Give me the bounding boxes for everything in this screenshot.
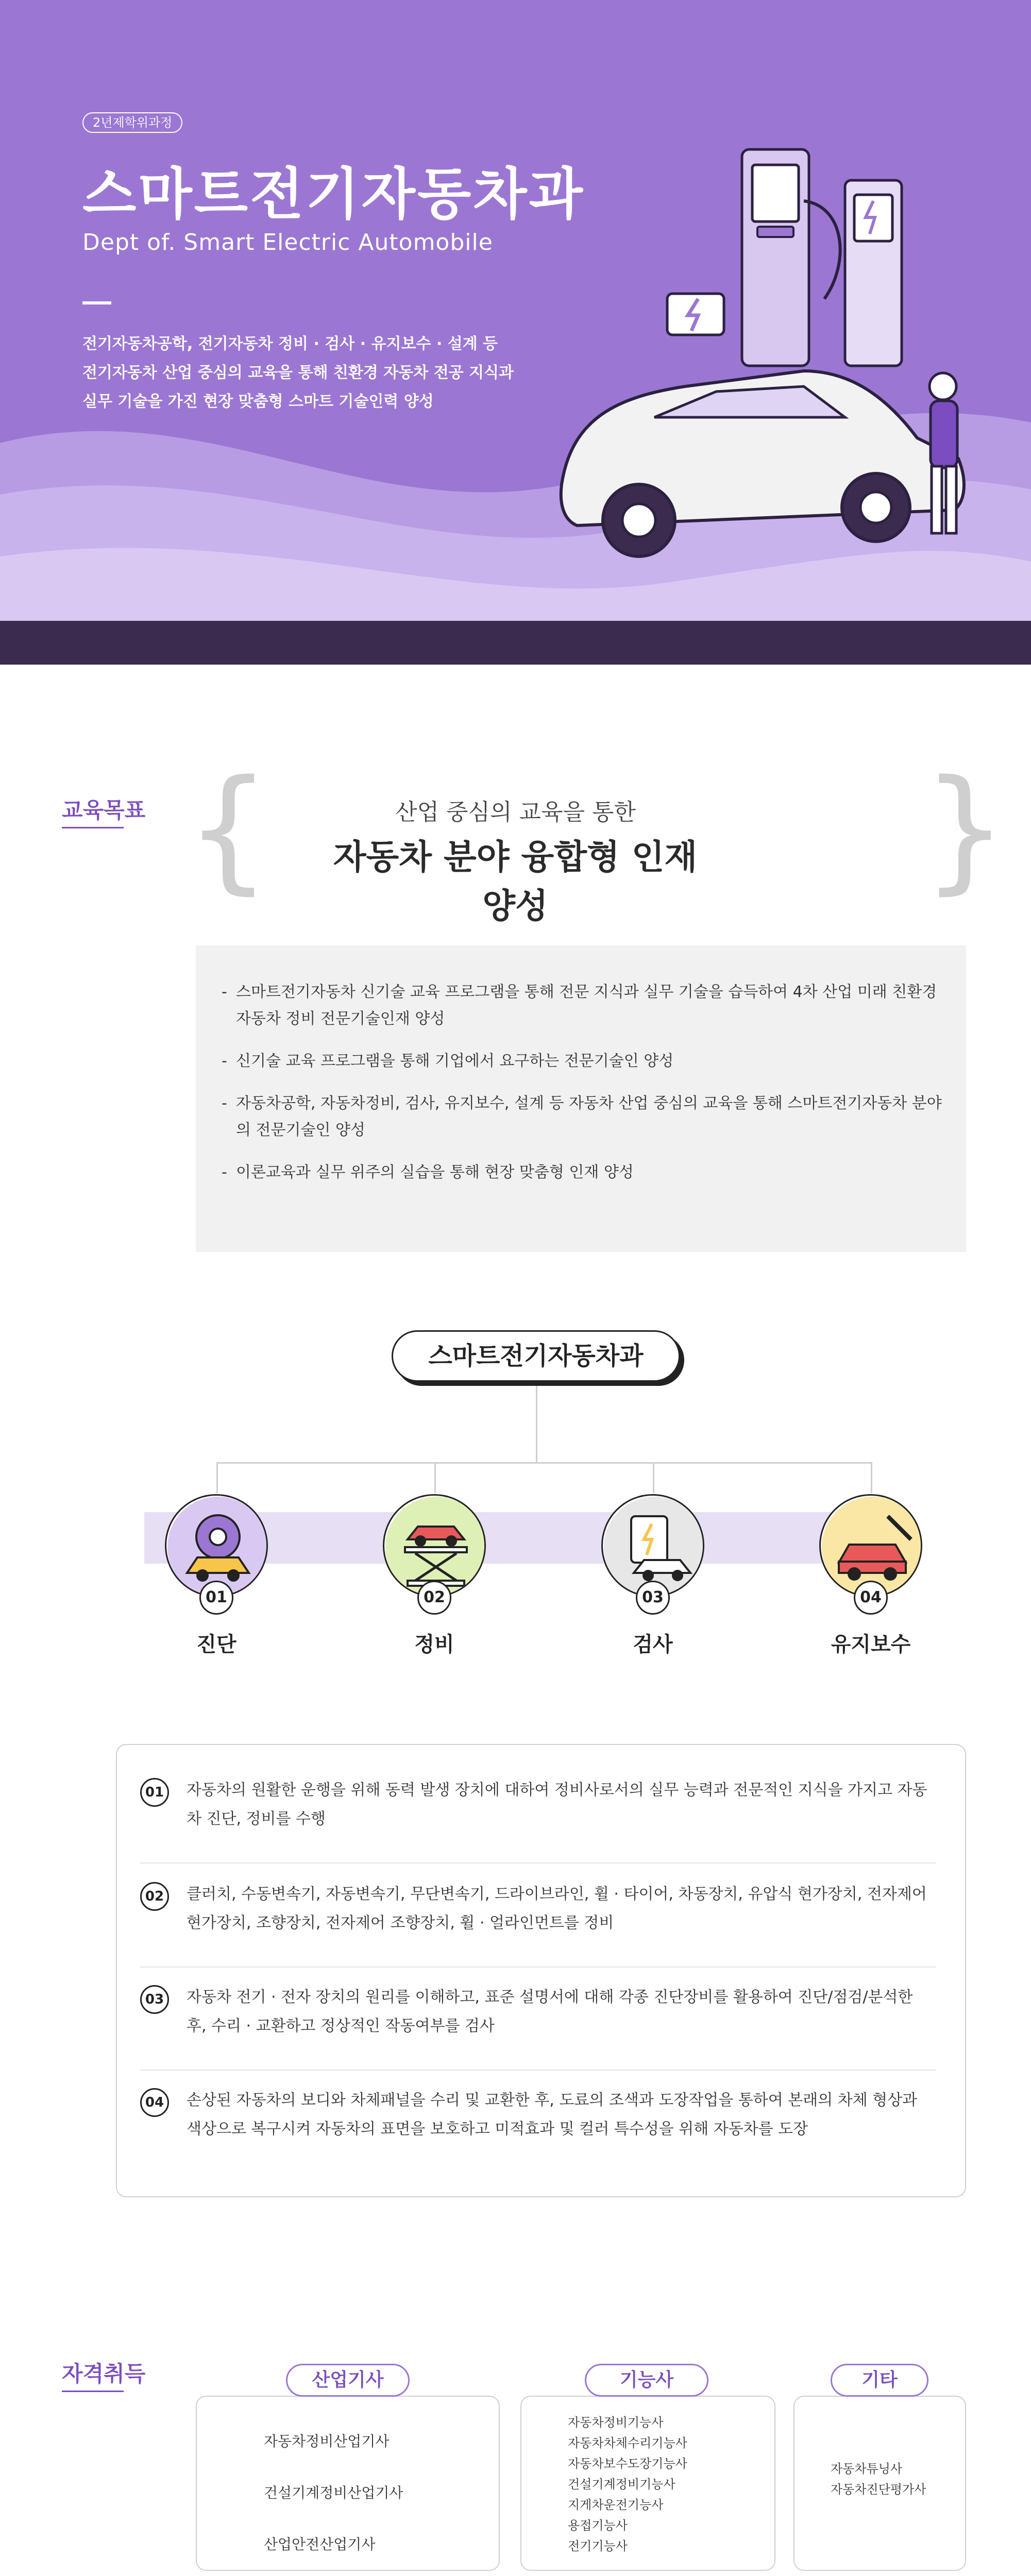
cert-tag: 기타 (831, 2364, 928, 2397)
cert-tag: 산업기사 (286, 2364, 410, 2397)
description-text: 자동차 전기 · 전자 장치의 원리를 이해하고, 표준 설명서에 대해 각종 진단장비를 활용하여 진단/점검/분석한 후, 수리 · 교환하고 정상적인 작동여부를 검사 (187, 1988, 913, 2035)
cert-item: 자동차정비기능사 (568, 2415, 664, 2430)
section-label-goal: 교육목표 (62, 793, 145, 824)
cert-item: 자동차튜닝사 (831, 2462, 903, 2476)
cert-group-box (196, 2396, 500, 2571)
description-text: 클러치, 수동변속기, 자동변속기, 무단변속기, 드라이브라인, 휠 · 타이어, 차동장치, 유압식 현가장치, 전자제어 현가장치, 조향장치, 전자제어 조향장치, 휠 · 얼라인먼트를 정비 (187, 1885, 927, 1932)
page-subtitle: Dept of. Smart Electric Automobile (82, 229, 493, 256)
cert-group-box (520, 2396, 775, 2571)
hero-description (82, 330, 546, 416)
description-item (140, 1983, 936, 2071)
department-name-pill: 스마트전기자동차과 (392, 1330, 680, 1382)
goal-title-text: 자동차 분야 융합형 인재 양성 (333, 837, 698, 926)
hero-desc-line: 실무 기술을 가진 현장 맞춤형 스마트 기술인력 양성 (82, 393, 434, 411)
cert-item: 지게차운전기능사 (568, 2498, 664, 2512)
cert-tag: 기능사 (585, 2364, 708, 2397)
cert-list (831, 2459, 954, 2500)
goal-item: - 스마트전기자동차 신기술 교육 프로그램을 통해 전문 지식과 실무 기술을 습득하여 4차 산업 미래 친환경 자동차 정비 전문기술인재 양성 (216, 979, 945, 1032)
category-label: 검사 (633, 1633, 673, 1656)
description-item (140, 1880, 936, 1968)
hero-desc-line: 전기자동차 산업 중심의 교육을 통해 친환경 자동차 전공 지식과 (82, 364, 514, 382)
section-label-certs: 자격취득 (62, 2357, 145, 2388)
goal-item: - 신기술 교육 프로그램을 통해 기업에서 요구하는 전문기술인 양성 (216, 1048, 945, 1075)
title-divider (82, 301, 111, 304)
description-text: 자동차의 원활한 운행을 위해 동력 발생 장치에 대하여 정비사로서의 실무 능력과 전문적인 지식을 가지고 자동차 진단, 정비를 수행 (187, 1781, 927, 1828)
category-label: 유지보수 (831, 1633, 911, 1656)
description-text: 손상된 자동차의 보디와 차체패널을 수리 및 교환한 후, 도료의 조색과 도장작업을 통하여 본래의 차체 형상과 색상으로 복구시켜 자동차의 표면을 보호하고 미적효과 및 컬러 특수성을 위해 자동차를 도장 (187, 2091, 918, 2138)
description-number: 04 (140, 2088, 169, 2117)
category-description-box (116, 1744, 966, 2197)
hero-banner (0, 0, 1031, 665)
hero-desc-line: 전기자동차공학, 전기자동차 정비 · 검사 · 유지보수 · 설계 등 (82, 335, 498, 353)
category-number-badge: 03 (636, 1581, 670, 1615)
category-number-badge: 02 (417, 1581, 451, 1615)
cert-item: 자동차보수도장기능사 (568, 2456, 687, 2471)
cert-item: 자동차진단평가사 (831, 2482, 926, 2497)
tree-branch-drop (871, 1462, 872, 1493)
cert-item: 전기기능사 (568, 2539, 628, 2553)
page-title: 스마트전기자동차과 (82, 162, 585, 227)
goal-item: - 자동차공학, 자동차정비, 검사, 유지보수, 설계 등 자동차 산업 중심의 교육을 통해 스마트전기자동차 분야의 전문기술인 양성 (216, 1090, 945, 1144)
description-item (140, 2086, 936, 2174)
left-brace-decoration: { (185, 752, 271, 907)
tree-branch-line (216, 1462, 871, 1464)
cert-item: 산업안전산업기사 (264, 2536, 376, 2553)
description-number: 03 (140, 1985, 169, 2014)
cert-item: 자동차정비산업기사 (264, 2433, 390, 2450)
tree-branch-drop (216, 1462, 218, 1493)
tree-branch-drop (653, 1462, 654, 1493)
cert-item: 건설기계정비산업기사 (264, 2484, 403, 2501)
goal-title (319, 829, 711, 927)
cert-item: 자동차차체수리기능사 (568, 2436, 687, 2450)
goal-subtitle: 산업 중심의 교육을 통한 (395, 799, 636, 825)
description-number: 02 (140, 1882, 169, 1911)
category-label: 정비 (414, 1633, 454, 1656)
ev-charging-illustration (515, 129, 989, 592)
description-item (140, 1776, 936, 1863)
category-number-badge: 04 (854, 1581, 888, 1615)
tree-branch-drop (434, 1462, 436, 1493)
tree-trunk-line (536, 1386, 537, 1463)
cert-item: 건설기계정비기능사 (568, 2477, 675, 2492)
program-badge: 2년제학위과정 (82, 112, 182, 133)
goal-item: - 이론교육과 실무 위주의 실습을 통해 현장 맞춤형 인재 양성 (216, 1159, 945, 1186)
cert-item: 용접기능사 (568, 2518, 628, 2533)
description-number: 01 (140, 1778, 169, 1807)
goal-list-box (196, 945, 966, 1252)
cert-list (568, 2412, 753, 2556)
cert-group-box (793, 2396, 966, 2571)
category-number-badge: 01 (199, 1581, 233, 1615)
right-brace-decoration: } (922, 752, 1008, 907)
hero-bottom-band (0, 621, 1031, 665)
category-label: 진단 (196, 1633, 236, 1656)
